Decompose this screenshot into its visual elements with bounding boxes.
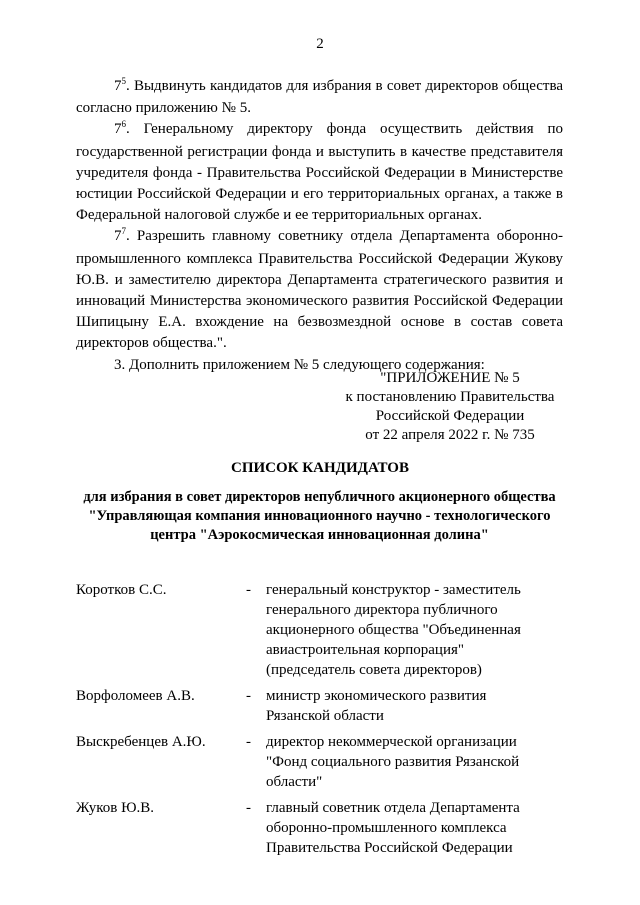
candidate-description: директор некоммерческой организации "Фонд социального развития Рязанской области": [266, 734, 520, 790]
candidate-description: главный советник отдела Департамента оборонно-промышленного комплекса Правительства Российской Федерации: [266, 800, 520, 856]
list-title: СПИСОК КАНДИДАТОВ: [231, 460, 409, 476]
paragraph-text: . Выдвинуть кандидатов для избрания в совет директоров общества согласно приложению № 5.: [76, 78, 563, 117]
appendix-line: Российской Федерации: [375, 408, 525, 424]
list-subtitle: для избрания в совет директоров непубличного акционерного общества "Управляющая компания инновационного научно - технологического центра "Аэрокосмическая инновационная долина": [83, 489, 556, 543]
body-text: [76, 76, 563, 376]
appendix-line: "ПРИЛОЖЕНИЕ № 5: [380, 370, 520, 386]
candidate-row: [76, 798, 566, 858]
paragraph-7-7: [76, 226, 563, 354]
candidate-row: [76, 732, 566, 792]
page-number: 2: [316, 36, 324, 52]
appendix-header: [340, 369, 560, 445]
paragraph-7-6: [76, 119, 563, 226]
paragraph-superscript: 5: [121, 76, 126, 86]
appendix-line: к постановлению Правительства: [345, 389, 555, 405]
paragraph-number: 7: [114, 228, 122, 245]
paragraph-text: . Генеральному директору фонда осуществить действия по государственной регистрации фонда и выступить в качестве представителя учредителя фонда - Правительства Российской Федерации в Министерстве юстиции Российской Федерации и его территориальных органах, а также в Федеральной налоговой службе и ее территориальных органах.: [76, 121, 563, 224]
candidate-description: генеральный конструктор - заместитель генерального директора публичного акционерного общества "Объединенная авиастроительная корпорация" (председатель совета директоров): [266, 582, 521, 678]
paragraph-superscript: 6: [121, 119, 126, 130]
paragraph-text: . Разрешить главному советнику отдела Департамента оборонно-промышленного комплекса Правительства Российской Федерации Жукову Ю.В. и заместителю директора Департамента стратегического развития и инноваций Министерства экономического развития Российской Федерации Шипицыну Е.А. вхождение на безвозмездной основе в состав совета директоров общества.".: [76, 228, 563, 352]
appendix-line: от 22 апреля 2022 г. № 735: [365, 427, 535, 443]
paragraph-superscript: 7: [121, 226, 126, 237]
candidates-list: [76, 580, 566, 864]
paragraph-7-5: [76, 76, 563, 119]
candidate-name: Жуков Ю.В.: [76, 800, 154, 816]
candidate-dash: -: [246, 800, 251, 816]
candidate-row: [76, 580, 566, 680]
candidate-dash: -: [246, 734, 251, 750]
paragraph-text: 3. Дополнить приложением № 5 следующего содержания:: [114, 356, 485, 373]
paragraph-number: 7: [114, 78, 122, 94]
candidate-name: Выскребенцев А.Ю.: [76, 734, 206, 750]
candidate-dash: -: [246, 582, 251, 598]
candidate-dash: -: [246, 688, 251, 704]
candidate-name: Коротков С.С.: [76, 582, 167, 598]
candidate-name: Ворфоломеев А.В.: [76, 688, 195, 704]
candidate-description: министр экономического развития Рязанской области: [266, 688, 487, 724]
paragraph-number: 7: [114, 121, 122, 138]
candidate-row: [76, 686, 566, 726]
